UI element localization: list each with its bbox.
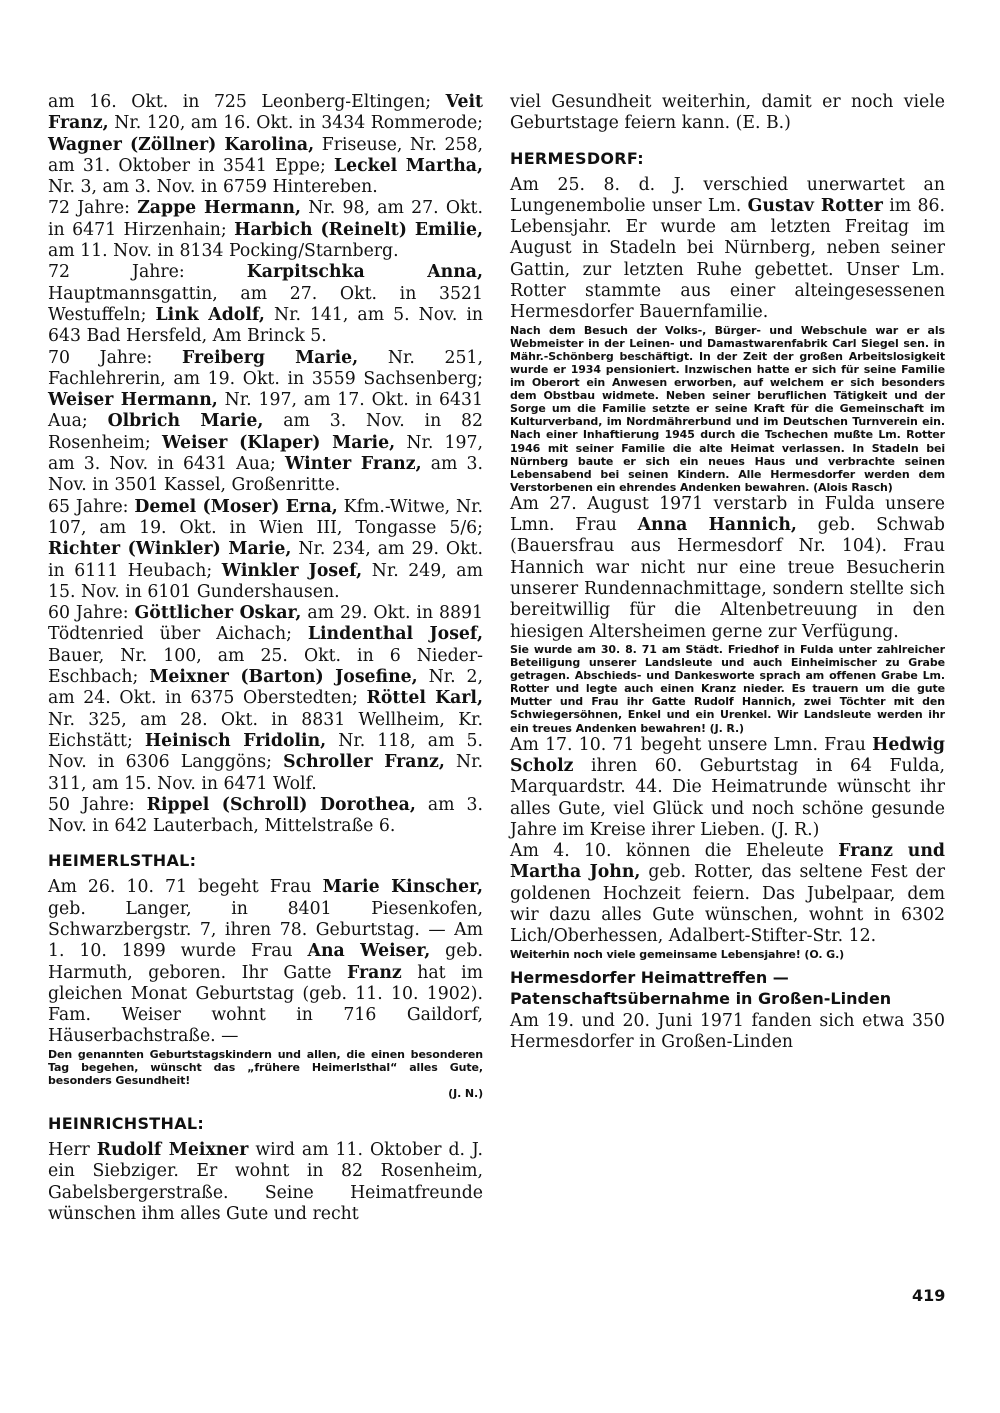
bold-name: Röttel Karl, [366, 688, 483, 709]
right-column [510, 92, 945, 1053]
bold-name: Weiser Hermann, [48, 390, 218, 411]
golden-wedding-note: Weiterhin noch viele gemeinsame Lebensjahre! (O. G.) [510, 947, 845, 961]
bold-name: Zappe Hermann, [137, 198, 301, 219]
heinrichsthal-paragraph: Herr Rudolf Meixner wird am 11. Oktober d. J. ein Siebziger. Er wohnt in 82 Rosenheim, Gabelsbergerstraße. Seine Heimatfreunde wünschen ihm alles Gute und recht [48, 1140, 484, 1225]
bold-name: Weiser (Klaper) Marie, [161, 432, 396, 453]
section-heading-heimerlsthal: HEIMERLSTHAL: [48, 851, 197, 871]
bold-name: Schroller Franz, [283, 752, 445, 773]
birthday-72b-paragraph: 72 Jahre: Karpitschka Anna, Hauptmannsgattin, am 27. Okt. in 3521 Westuffeln; Link Adolf, Nr. 141, am 5. Nov. in 643 Bad Hersfeld, Am Brinck 5. [48, 262, 483, 347]
obituary-hannich-paragraph: Am 27. August 1971 verstarb in Fulda unsere Lmn. Frau Anna Hannich, geb. Schwab (Bauersfrau aus Hermesdorf Nr. 104). Frau Hannich war nicht nur eine treue Besucherin unserer Rundennachmittage, sondern stellte sich bereitwillig für die Altenbetreuung in den hiesigen Altersheimen gerne zur Verfügung. [510, 493, 945, 642]
bold-name: Rudolf Meixner [96, 1140, 249, 1161]
bold-name: Winkler Josef, [221, 560, 363, 581]
bold-name: Franz und Martha John, [510, 841, 945, 883]
bold-name: Meixner (Barton) Josefine, [149, 667, 418, 688]
left-column [48, 92, 483, 1225]
heimerlsthal-paragraph: Am 26. 10. 71 begeht Frau Marie Kinscher, geb. Langer, in 8401 Piesenkofen, Schwarzbergstr. 7, ihren 78. Geburtstag. — Am 1. 10. 1899 wurde Frau Ana Weiser, geb. Harmuth, geboren. Ihr Gatte Franz hat im gleichen Monat Geburtstag (geb. 11. 10. 1902). Fam. Weiser wohnt in 716 Gaildorf, Häuserbachstraße. — [48, 877, 484, 1047]
bold-name: Rippel (Schroll) Dorothea, [146, 794, 416, 815]
section-heading-heimattreffen: Hermesdorfer Heimattreffen — Patenschaftsübernahme in Großen-Linden [510, 967, 892, 1008]
heimattreffen-paragraph: Am 19. und 20. Juni 1971 fanden sich etwa 350 Hermesdorfer in Großen-Linden [510, 1010, 945, 1052]
birthday-70-paragraph: 70 Jahre: Freiberg Marie, Nr. 251, Fachlehrerin, am 19. Okt. in 3559 Sachsenberg; Weiser Hermann, Nr. 197, am 17. Okt. in 6431 Aua; Olbrich Marie, am 3. Nov. in 82 Rosenheim; Weiser (Klaper) Marie, Nr. 197, am 3. Nov. in 6431 Aua; Winter Franz, am 3. Nov. in 3501 Kassel, Großenritte. [48, 347, 484, 496]
bold-name: Hedwig Scholz [510, 734, 945, 776]
birthday-65-paragraph: 65 Jahre: Demel (Moser) Erna, Kfm.-Witwe, Nr. 107, am 19. Okt. in Wien III, Tongasse 5/6; Richter (Winkler) Marie, Nr. 234, am 29. Okt. in 6111 Heubach; Winkler Josef, Nr. 249, am 15. Nov. in 6101 Gundershausen. [48, 496, 483, 602]
bold-name: Demel (Moser) Erna, [134, 496, 338, 517]
bold-name: Ana Weiser, [307, 941, 431, 962]
section-heading-heinrichsthal: HEINRICHSTHAL: [48, 1114, 205, 1134]
bold-name: Link Adolf, [155, 304, 265, 325]
birthday-list-paragraph: am 16. Okt. in 725 Leonberg-Eltingen; Veit Franz, Nr. 120, am 16. Okt. in 3434 Rommerode; Wagner (Zöllner) Karolina, Friseuse, Nr. 258, am 31. Oktober in 3541 Eppe; Leckel Martha, Nr. 3, am 3. Nov. in 6759 Hintereben. [48, 92, 483, 198]
bold-name: Franz [347, 962, 402, 983]
obituary-rotter-note: Nach dem Besuch der Volks-, Bürger- und Webschule war er als Webmeister in der Leinen- und Damastwarenfabrik Carl Siegel sen. in Mähr.-Schönberg beschäftigt. In der Zeit der großen Arbeitslosigkeit wurde er 1934 pensioniert. Inzwischen hatte er sich für seine Familie im Oberort ein Anwesen erworben, auf welchem er sich besonders dem Obstbau widmete. Neben seiner beruflichen Tätigkeit und der Sorge um die Familie setzte er seine Kraft für die Gemeinschaft im Kulturverband, im Nordmährerbund und im Deutschen Turnverein ein. Nach einer Inhaftierung 1945 durch die Tschechen mußte Lm. Rotter 1946 mit seiner Familie die alte Heimat verlassen. In Stadeln bei Nürnberg baute er sich ein neues Haus und verbrachte seinen Lebensabend bei seinen Kindern. Alle Hermesdorfer werden dem Verstorbenen ein ehrendes Andenken bewahren. (Alois Rasch) [510, 323, 945, 494]
bold-name: Richter (Winkler) Marie, [48, 539, 292, 560]
bold-name: Karpitschka Anna, [246, 262, 483, 283]
continued-paragraph: viel Gesundheit weiterhin, damit er noch viele Geburtstage feiern kann. (E. B.) [510, 92, 945, 134]
bold-name: Veit Franz, [48, 92, 483, 134]
birthday-60-paragraph: 60 Jahre: Göttlicher Oskar, am 29. Okt. in 8891 Tödtenried über Aichach; Lindenthal Josef, Bauer, Nr. 100, am 25. Okt. in 6 Nieder-Eschbach; Meixner (Barton) Josefine, Nr. 2, am 24. Okt. in 6375 Oberstedten; Röttel Karl, Nr. 325, am 28. Okt. in 8831 Wellheim, Kr. Eichstätt; Heinisch Fridolin, Nr. 118, am 5. Nov. in 6306 Langgöns; Schroller Franz, Nr. 311, am 15. Nov. in 6471 Wolf. [48, 603, 484, 794]
section-heading-hermesdorf: HERMESDORF: [510, 148, 644, 168]
bold-name: Olbrich Marie, [107, 411, 264, 432]
bold-name: Anna Hannich, [637, 515, 797, 536]
birthday-50-paragraph: 50 Jahre: Rippel (Schroll) Dorothea, am 3. Nov. in 642 Lauterbach, Mittelstraße 6. [48, 794, 483, 837]
bold-name: Leckel Martha, [333, 155, 483, 176]
heimerlsthal-signature: (J. N.) [448, 1087, 483, 1101]
bold-name: Harbich (Reinelt) Emilie, [234, 219, 483, 240]
birthday-72-paragraph: 72 Jahre: Zappe Hermann, Nr. 98, am 27. Okt. in 6471 Hirzenhain; Harbich (Reinelt) Emilie, am 11. Nov. in 8134 Pocking/Starnberg. [48, 198, 483, 262]
bold-name: Gustav Rotter [747, 195, 883, 216]
golden-wedding-paragraph: Am 4. 10. können die Eheleute Franz und Martha John, geb. Rotter, das seltene Fest der goldenen Hochzeit feiern. Das Jubelpaar, dem wir dazu alles Gute wünschen, wohnt in 6302 Lich/Oberhessen, Adalbert-Stifter-Str. 12. [510, 841, 945, 947]
bold-name: Wagner (Zöllner) Karolina, [48, 134, 315, 155]
bold-name: Freiberg Marie, [182, 347, 359, 368]
obituary-rotter-paragraph: Am 25. 8. d. J. verschied unerwartet an Lungenembolie unser Lm. Gustav Rotter im 86. Lebensjahr. Er wurde am letzten Freitag im August in Stadeln bei Nürnberg, neben seiner Gattin, zur letzten Ruhe gebettet. Unser Lm. Rotter stammte aus einer alteingesessenen Hermesdorfer Bauernfamilie. [510, 174, 945, 323]
bold-name: Marie Kinscher, [322, 877, 483, 898]
bold-name: Heinisch Fridolin, [144, 730, 327, 751]
bold-name: Winter Franz, [284, 454, 422, 475]
obituary-hannich-note: Sie wurde am 30. 8. 71 am Städt. Friedhof in Fulda unter zahlreicher Beteiligung unserer Landsleute und auch Einheimischer zu Grabe getragen. Abschieds- und Dankesworte sprach am offenen Grabe Lm. Rotter und legte auch einen Kranz nieder. Es trauern um die gute Mutter und Frau ihr Gatte Rudolf Hannich, zwei Töchter mit den Schwiegersöhnen, Enkel und ein Urenkel. Wir Landsleute werden ihr ein treues Andenken bewahren! (J. R.) [510, 642, 945, 735]
heimerlsthal-note: Den genannten Geburtstagskindern und allen, die einen besonderen Tag begehen, wünscht das „frühere Heimerlsthal“ alles Gute, besonders Gesundheit! [48, 1047, 483, 1087]
bold-name: Göttlicher Oskar, [134, 603, 302, 624]
page-number: 419 [912, 1286, 946, 1305]
birthday-scholz-paragraph: Am 17. 10. 71 begeht unsere Lmn. Frau Hedwig Scholz ihren 60. Geburtstag in 64 Fulda, Marquardstr. 44. Die Heimatrunde wünscht ihr alles Gute, viel Glück und noch schöne gesunde Jahre im Kreise ihrer Lieben. (J. R.) [510, 734, 945, 840]
bold-name: Lindenthal Josef, [307, 624, 483, 645]
